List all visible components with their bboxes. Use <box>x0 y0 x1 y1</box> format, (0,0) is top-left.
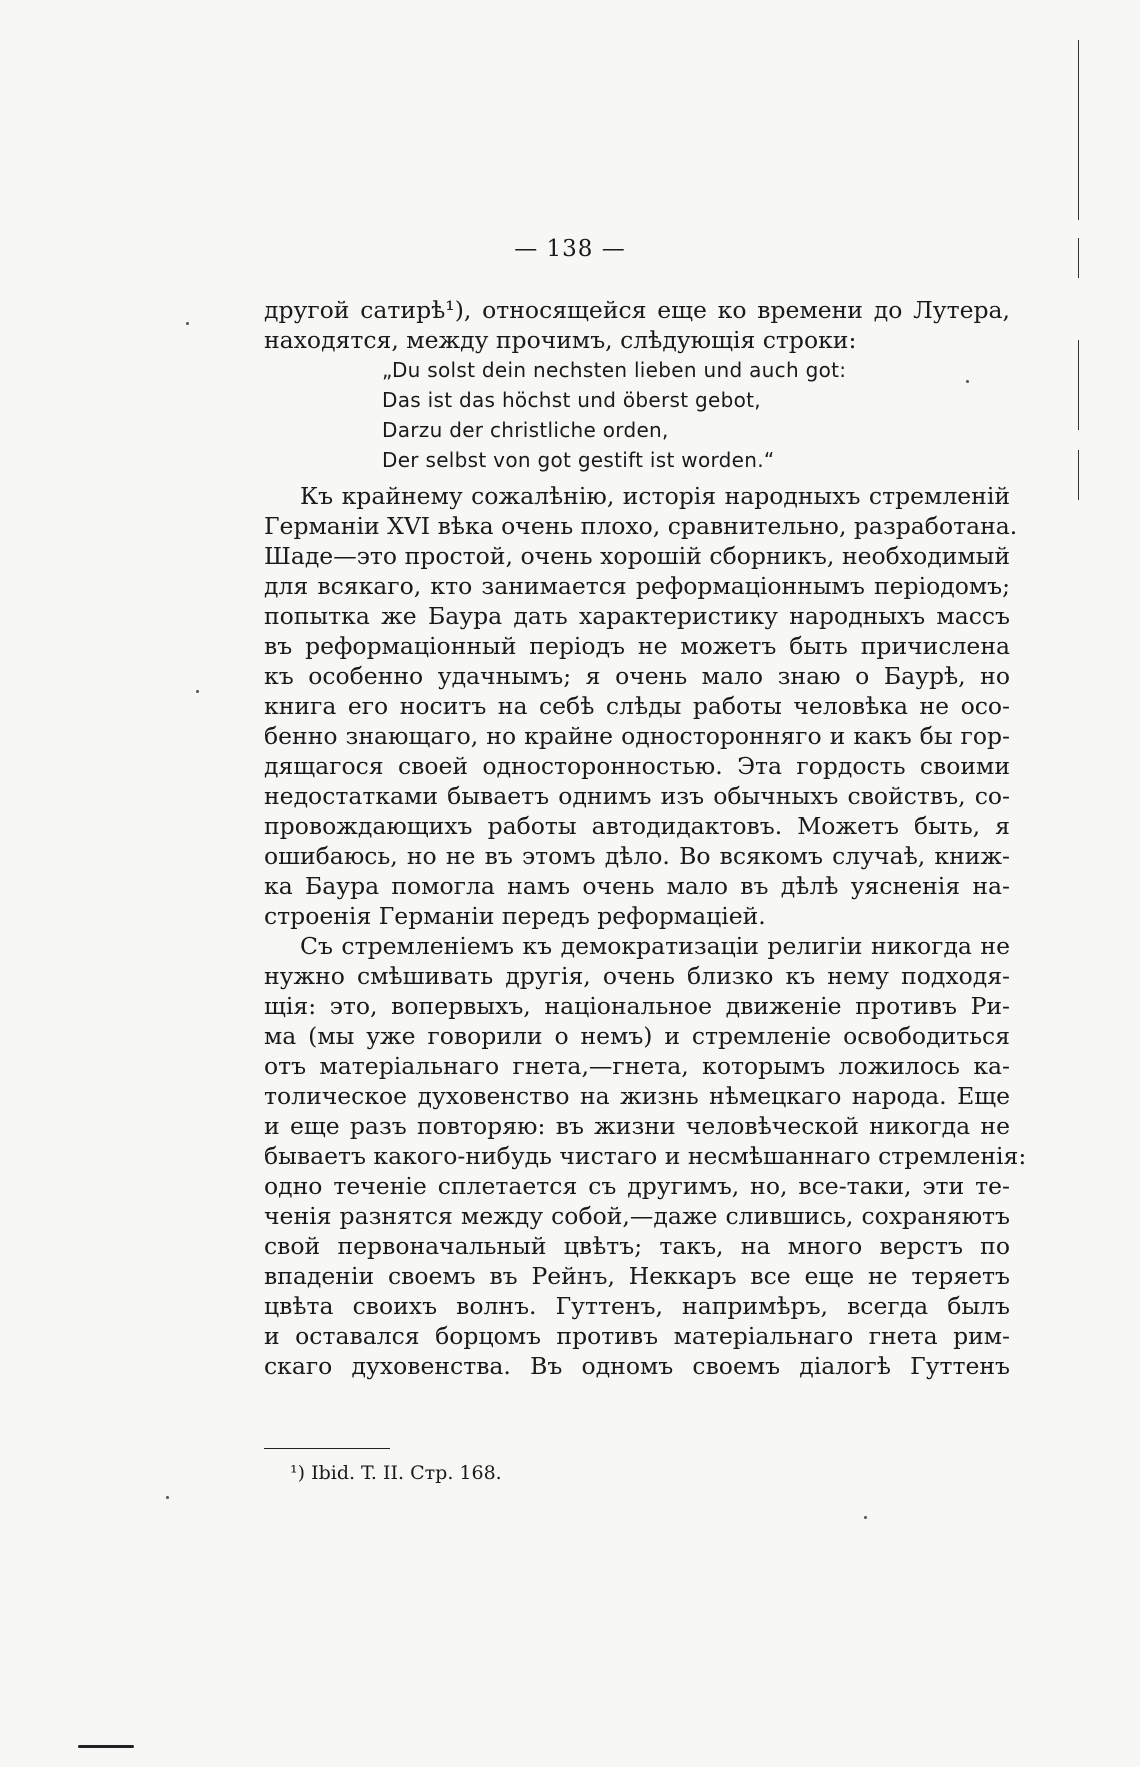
text-line: впаденіи своемъ въ Рейнъ, Неккаръ все еще не теряетъ <box>264 1262 1010 1290</box>
scan-speck <box>864 1516 867 1519</box>
text-line: для всякаго, кто занимается реформаціоннымъ періодомъ; <box>264 572 1010 600</box>
text-line: ченія разнятся между собой,—даже слившись, сохраняютъ <box>264 1202 1010 1230</box>
text-line: и оставался борцомъ противъ матеріальнаго гнета рим- <box>264 1322 1010 1350</box>
verse-quote <box>264 355 1010 475</box>
text-line: дящагося своей односторонностью. Эта гордость своими <box>264 752 1010 780</box>
scan-margin-line <box>1078 450 1079 500</box>
text-line: бываетъ какого-нибудь чистаго и несмѣшаннаго стремленія: <box>264 1142 1027 1170</box>
text-line: къ особенно удачнымъ; я очень мало знаю о Баурѣ, но <box>264 662 1010 690</box>
scan-margin-line <box>1078 238 1079 278</box>
text-line: попытка же Баура дать характеристику народныхъ массъ <box>264 602 1010 630</box>
text-line: одно теченіе сплетается съ другимъ, но, все-таки, эти те- <box>264 1172 1010 1200</box>
text-line: недостатками бываетъ однимъ изъ обычныхъ свойствъ, со- <box>264 782 1010 810</box>
text-line: строенія Германіи передъ реформаціей. <box>264 902 766 930</box>
text-line: провождающихъ работы автодидактовъ. Можетъ быть, я <box>264 812 1010 840</box>
text-line: отъ матеріальнаго гнета,—гнета, которымъ ложилось ка- <box>264 1052 1010 1080</box>
text-line: ошибаюсь, но не въ этомъ дѣло. Во всякомъ случаѣ, книж- <box>264 842 1010 870</box>
scan-smudge <box>78 1745 134 1748</box>
scan-speck <box>196 690 199 693</box>
text-line: книга его носитъ на себѣ слѣды работы человѣка не осо- <box>264 692 1010 720</box>
scan-speck <box>186 322 189 325</box>
text-line: другой сатирѣ¹), относящейся еще ко времени до Лутера, <box>264 296 1010 324</box>
text-line: и еще разъ повторяю: въ жизни человѣческой никогда не <box>264 1112 1010 1140</box>
footnote-separator <box>264 1448 390 1449</box>
text-line: въ реформаціонный періодъ не можетъ быть причислена <box>264 632 1010 660</box>
main-text <box>264 295 1027 1381</box>
scan-margin-line <box>1078 340 1079 430</box>
page-number: — 138 — <box>514 236 626 262</box>
text-line: Германіи XVI вѣка очень плохо, сравнительно, разработана. <box>264 512 1018 540</box>
text-line: Шаде—это простой, очень хорошій сборникъ, необходимый <box>264 542 1010 570</box>
scan-speck <box>966 380 969 383</box>
text-line: нужно смѣшивать другія, очень близко къ нему подходя- <box>264 962 1010 990</box>
text-line: толическое духовенство на жизнь нѣмецкаго народа. Еще <box>264 1082 1010 1110</box>
verse-line: Der selbst von got gestift ist worden.“ <box>382 448 775 472</box>
scan-margin-line <box>1078 40 1079 220</box>
text-line: щія: это, вопервыхъ, національное движеніе противъ Ри- <box>264 992 1010 1020</box>
text-line: свой первоначальный цвѣтъ; такъ, на много верстъ по <box>264 1232 1010 1260</box>
text-line: Къ крайнему сожалѣнію, исторія народныхъ стремленій <box>300 482 1010 510</box>
footnote: ¹) Ibid. T. II. Стр. 168. <box>290 1462 502 1484</box>
text-line: бенно знающаго, но крайне односторонняго и какъ бы гор- <box>264 722 1010 750</box>
text-line: ка Баура помогла намъ очень мало въ дѣлѣ уясненія на- <box>264 872 1010 900</box>
text-line: Съ стремленіемъ къ демократизаціи религіи никогда не <box>300 932 1010 960</box>
verse-line: Das ist das höchst und öberst gebot, <box>382 388 761 412</box>
scan-speck <box>166 1496 169 1499</box>
paragraph-2 <box>264 931 1027 1381</box>
text-line: цвѣта своихъ волнъ. Гуттенъ, напримѣръ, всегда былъ <box>264 1292 1010 1320</box>
verse-line: Darzu der christliche orden, <box>382 418 669 442</box>
text-line: находятся, между прочимъ, слѣдующія строки: <box>264 326 857 354</box>
text-line: ма (мы уже говорили о немъ) и стремленіе освободиться <box>264 1022 1010 1050</box>
verse-line: „Du solst dein nechsten lieben und auch got: <box>382 358 847 382</box>
text-line: скаго духовенства. Въ одномъ своемъ діалогѣ Гуттенъ <box>264 1352 1010 1380</box>
paragraph-1 <box>264 481 1018 931</box>
